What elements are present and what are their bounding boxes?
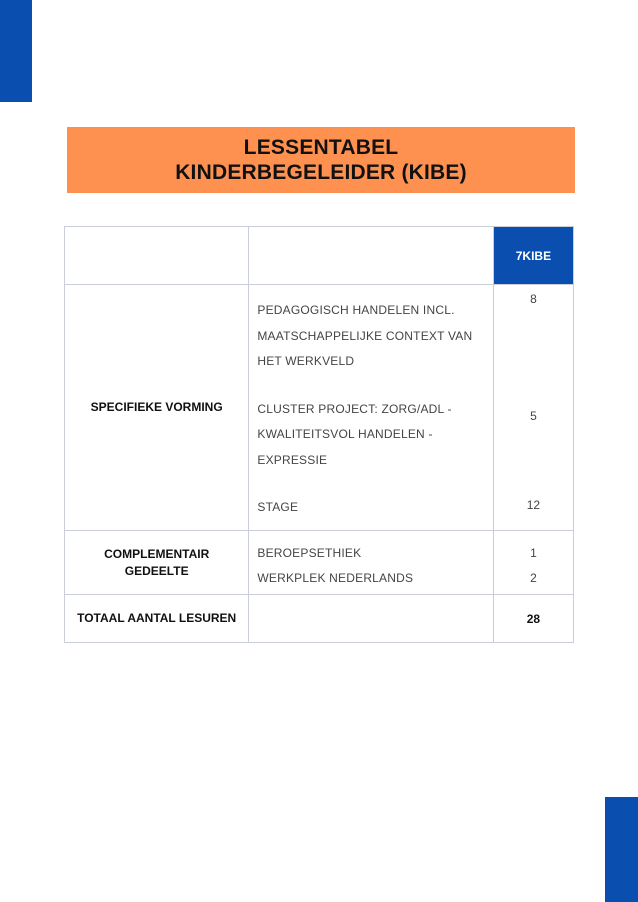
- corner-accent-top-left: [0, 0, 32, 102]
- subjects-specifieke-vorming: [249, 285, 493, 531]
- column-header-7kibe: 7KIBE: [493, 227, 573, 285]
- subject-werkplek-nederlands: WERKPLEK NEDERLANDS: [257, 571, 414, 585]
- hours-complementair: [493, 531, 573, 595]
- header-empty-cell-1: [65, 227, 249, 285]
- table-row-complementair: [65, 531, 574, 595]
- subject-pedagogisch-line-2: MAATSCHAPPELIJKE CONTEXT VAN: [257, 328, 473, 343]
- subjects-complementair: [249, 531, 493, 595]
- totaal-aantal-lesuren-label: TOTAAL AANTAL LESUREN: [65, 595, 249, 643]
- hours-specifieke-vorming: [493, 285, 573, 531]
- totaal-hours: 28: [493, 595, 573, 643]
- subject-pedagogisch-line-3: HET WERKVELD: [257, 354, 355, 368]
- category-complementair-gedeelte: [65, 531, 249, 595]
- hours-cluster-project: 5: [530, 409, 537, 423]
- table-header-row: [65, 227, 574, 285]
- category-specifieke-vorming: SPECIFIEKE VORMING: [65, 285, 249, 531]
- hours-stage: 12: [526, 498, 541, 512]
- category-complementair-line-1: COMPLEMENTAIR: [104, 546, 210, 561]
- hours-beroepsethiek: 1: [530, 546, 537, 560]
- corner-accent-bottom-right: [605, 797, 638, 902]
- category-complementair-line-2: GEDEELTE: [124, 563, 189, 578]
- hours-werkplek-nederlands: 2: [530, 571, 537, 585]
- title-banner: [67, 127, 575, 193]
- title-line-1: LESSENTABEL: [243, 136, 399, 159]
- lessentabel-table: [64, 226, 574, 643]
- title-line-2: KINDERBEGELEIDER (KIBE): [175, 161, 467, 184]
- totaal-empty-cell: [249, 595, 493, 643]
- subject-cluster-line-2: KWALITEITSVOL HANDELEN -: [257, 427, 433, 441]
- hours-pedagogisch: 8: [530, 292, 537, 306]
- subject-pedagogisch-line-1: PEDAGOGISCH HANDELEN INCL.: [257, 303, 455, 317]
- subject-stage: STAGE: [257, 500, 299, 514]
- table-row-specifieke-vorming: [65, 285, 574, 531]
- subject-cluster-line-1: CLUSTER PROJECT: ZORG/ADL -: [257, 401, 452, 416]
- subject-beroepsethiek: BEROEPSETHIEK: [257, 546, 362, 560]
- table-row-totaal: [65, 595, 574, 643]
- header-empty-cell-2: [249, 227, 493, 285]
- subject-cluster-line-3: EXPRESSIE: [257, 452, 328, 467]
